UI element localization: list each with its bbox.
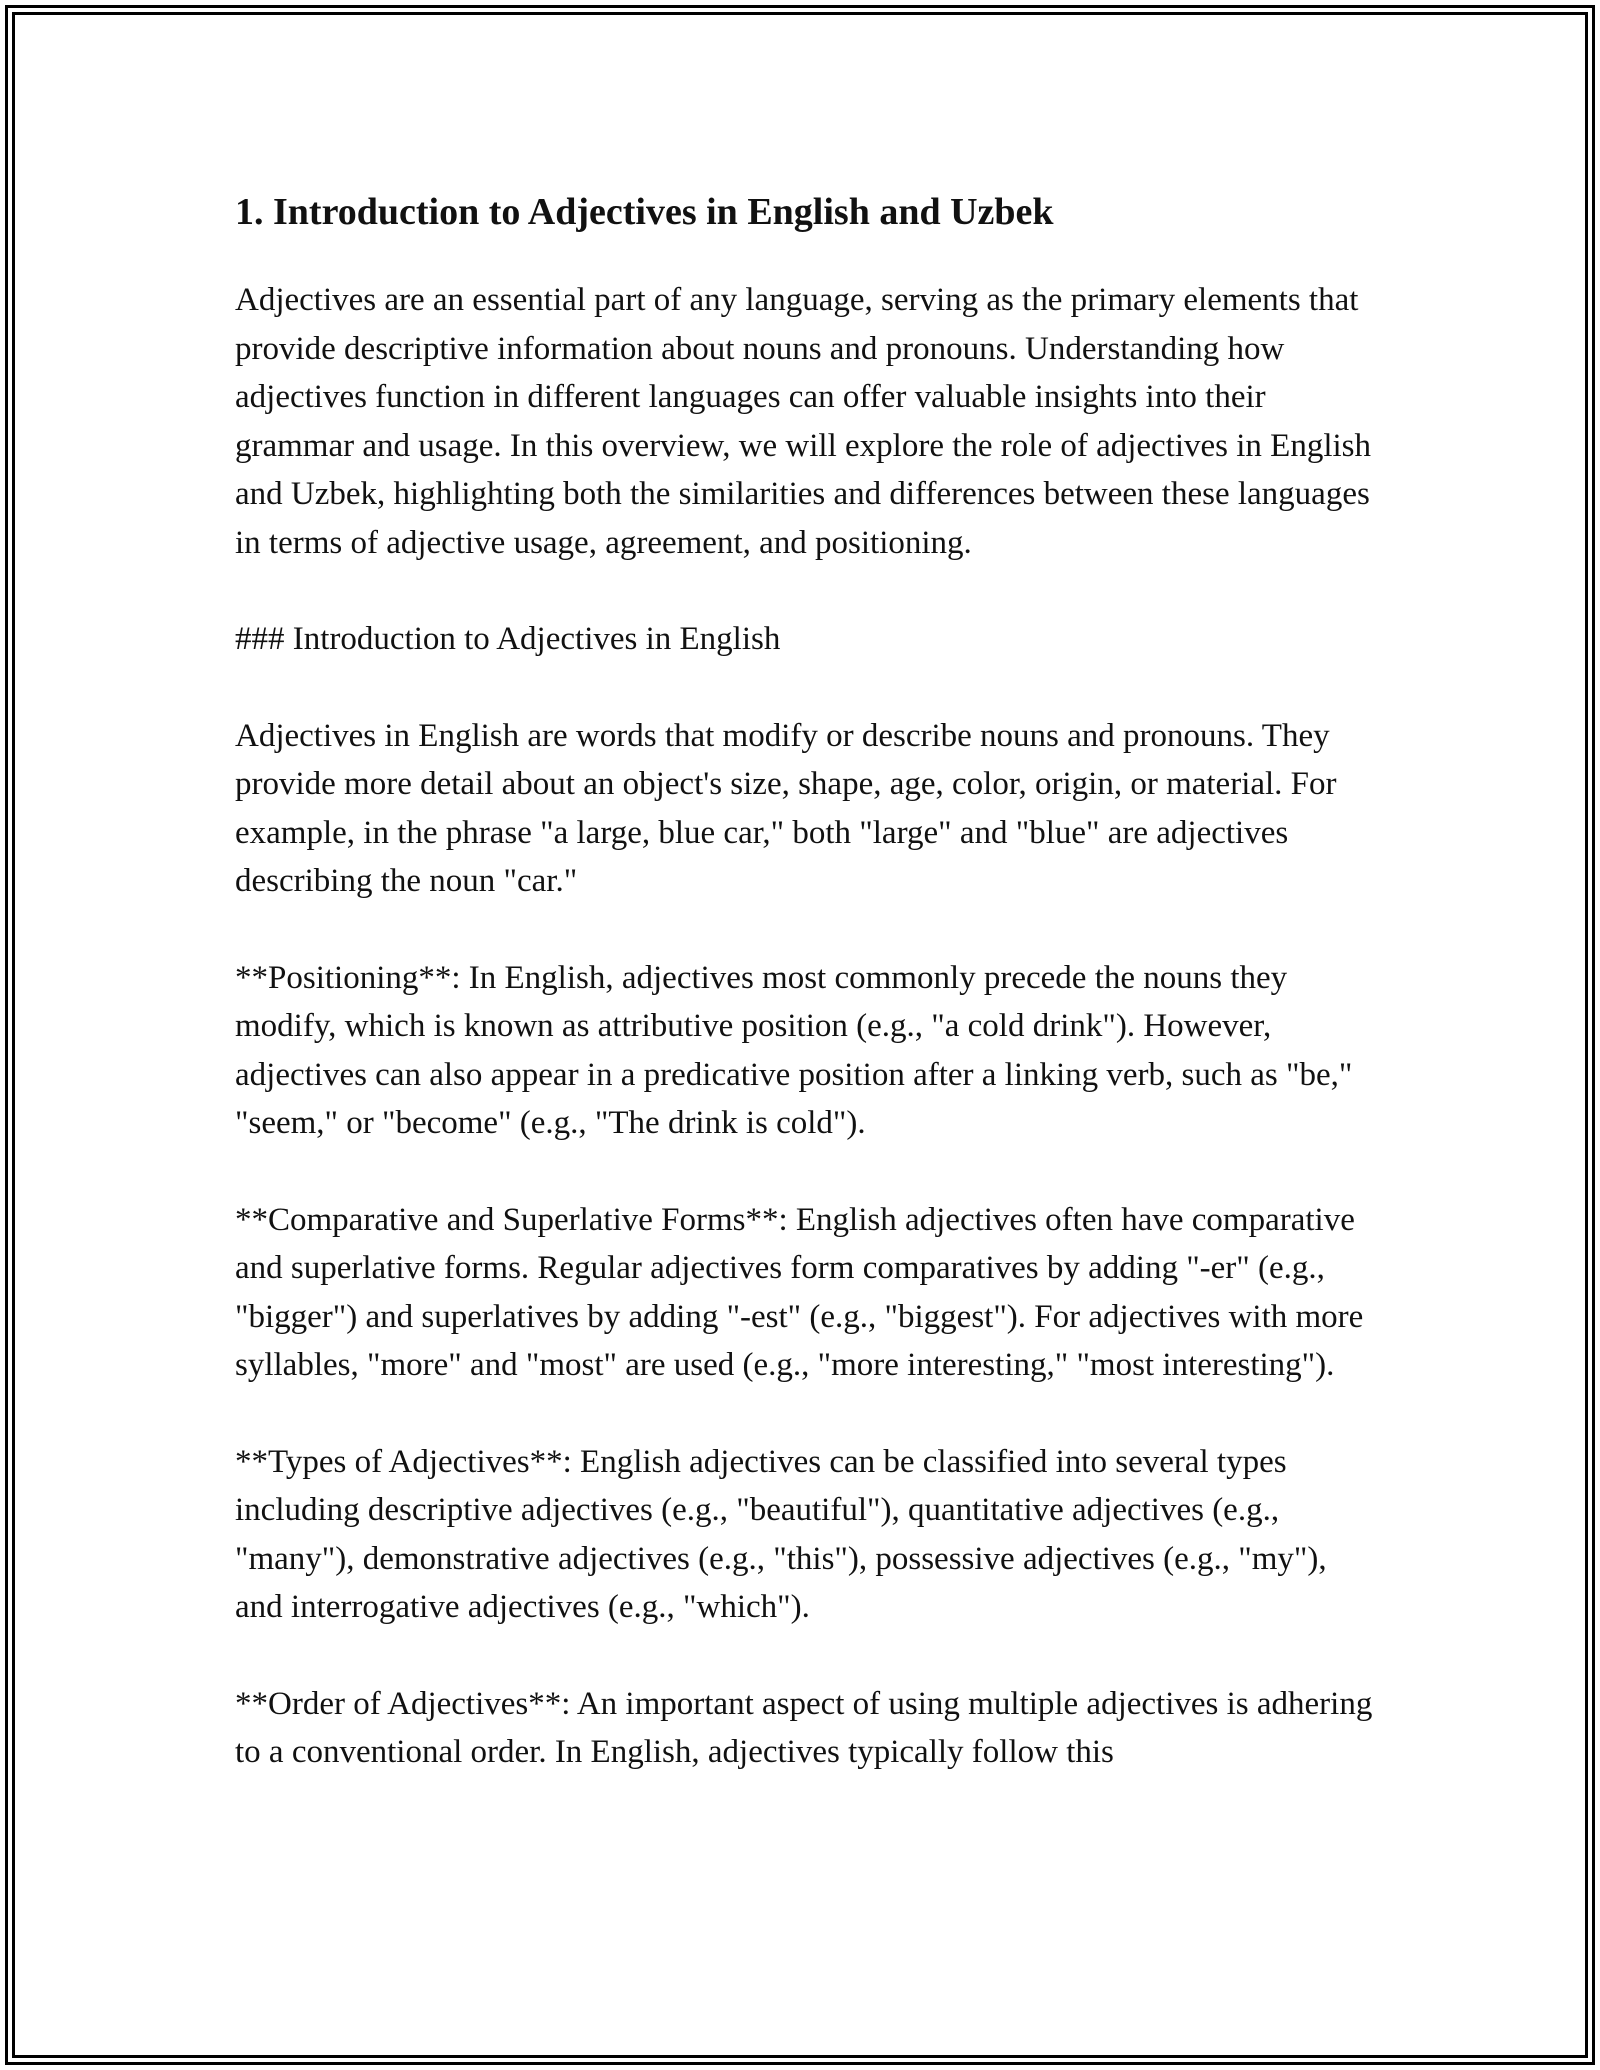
intro-paragraph: Adjectives are an essential part of any language, serving as the primary elements that provide descriptive information about nouns and pronouns. Understanding how adjectives function in different languages can offer valuable insights into their grammar and usage. In this overview, we will explore the role of adjectives in English and Uzbek, highlighting both the similarities and differences between these languages in terms of adjective usage, agreement, and positioning. — [235, 282, 1372, 561]
document-body — [235, 180, 1375, 1825]
types-paragraph: **Types of Adjectives**: English adjectives can be classified into several types including descriptive adjectives (e.g., "beautiful"), quantitative adjectives (e.g., "many"), demonstrative adjectives (e.g., "this"), possessive adjectives (e.g., "my"), and interrogative adjectives (e.g., "which"). — [235, 1443, 1327, 1625]
definition-paragraph: Adjectives in English are words that modify or describe nouns and pronouns. They provide more detail about an object's size, shape, age, color, origin, or material. For example, in the phrase "a large, blue car," both "large" and "blue" are adjectives describing the noun "car." — [235, 717, 1337, 899]
section-heading: 1. Introduction to Adjectives in English and Uzbek — [235, 191, 1054, 233]
positioning-paragraph: **Positioning**: In English, adjectives most commonly precede the nouns they modify, which is known as attributive position (e.g., "a cold drink"). However, adjectives can also appear in a predicative position after a linking verb, such as "be," "seem," or "become" (e.g., "The drink is cold"). — [235, 959, 1353, 1141]
order-paragraph: **Order of Adjectives**: An important aspect of using multiple adjectives is adhering to a conventional order. In English, adjectives typically follow this — [235, 1685, 1373, 1770]
subheading-paragraph: ### Introduction to Adjectives in English — [235, 621, 781, 657]
comparative-paragraph: **Comparative and Superlative Forms**: English adjectives often have comparative and superlative forms. Regular adjectives form comparatives by adding "-er" (e.g., "bigger") and superlatives by adding "-est" (e.g., "biggest"). For adjectives with more syllables, "more" and "most" are used (e.g., "more interesting," "most interesting"). — [235, 1201, 1364, 1383]
